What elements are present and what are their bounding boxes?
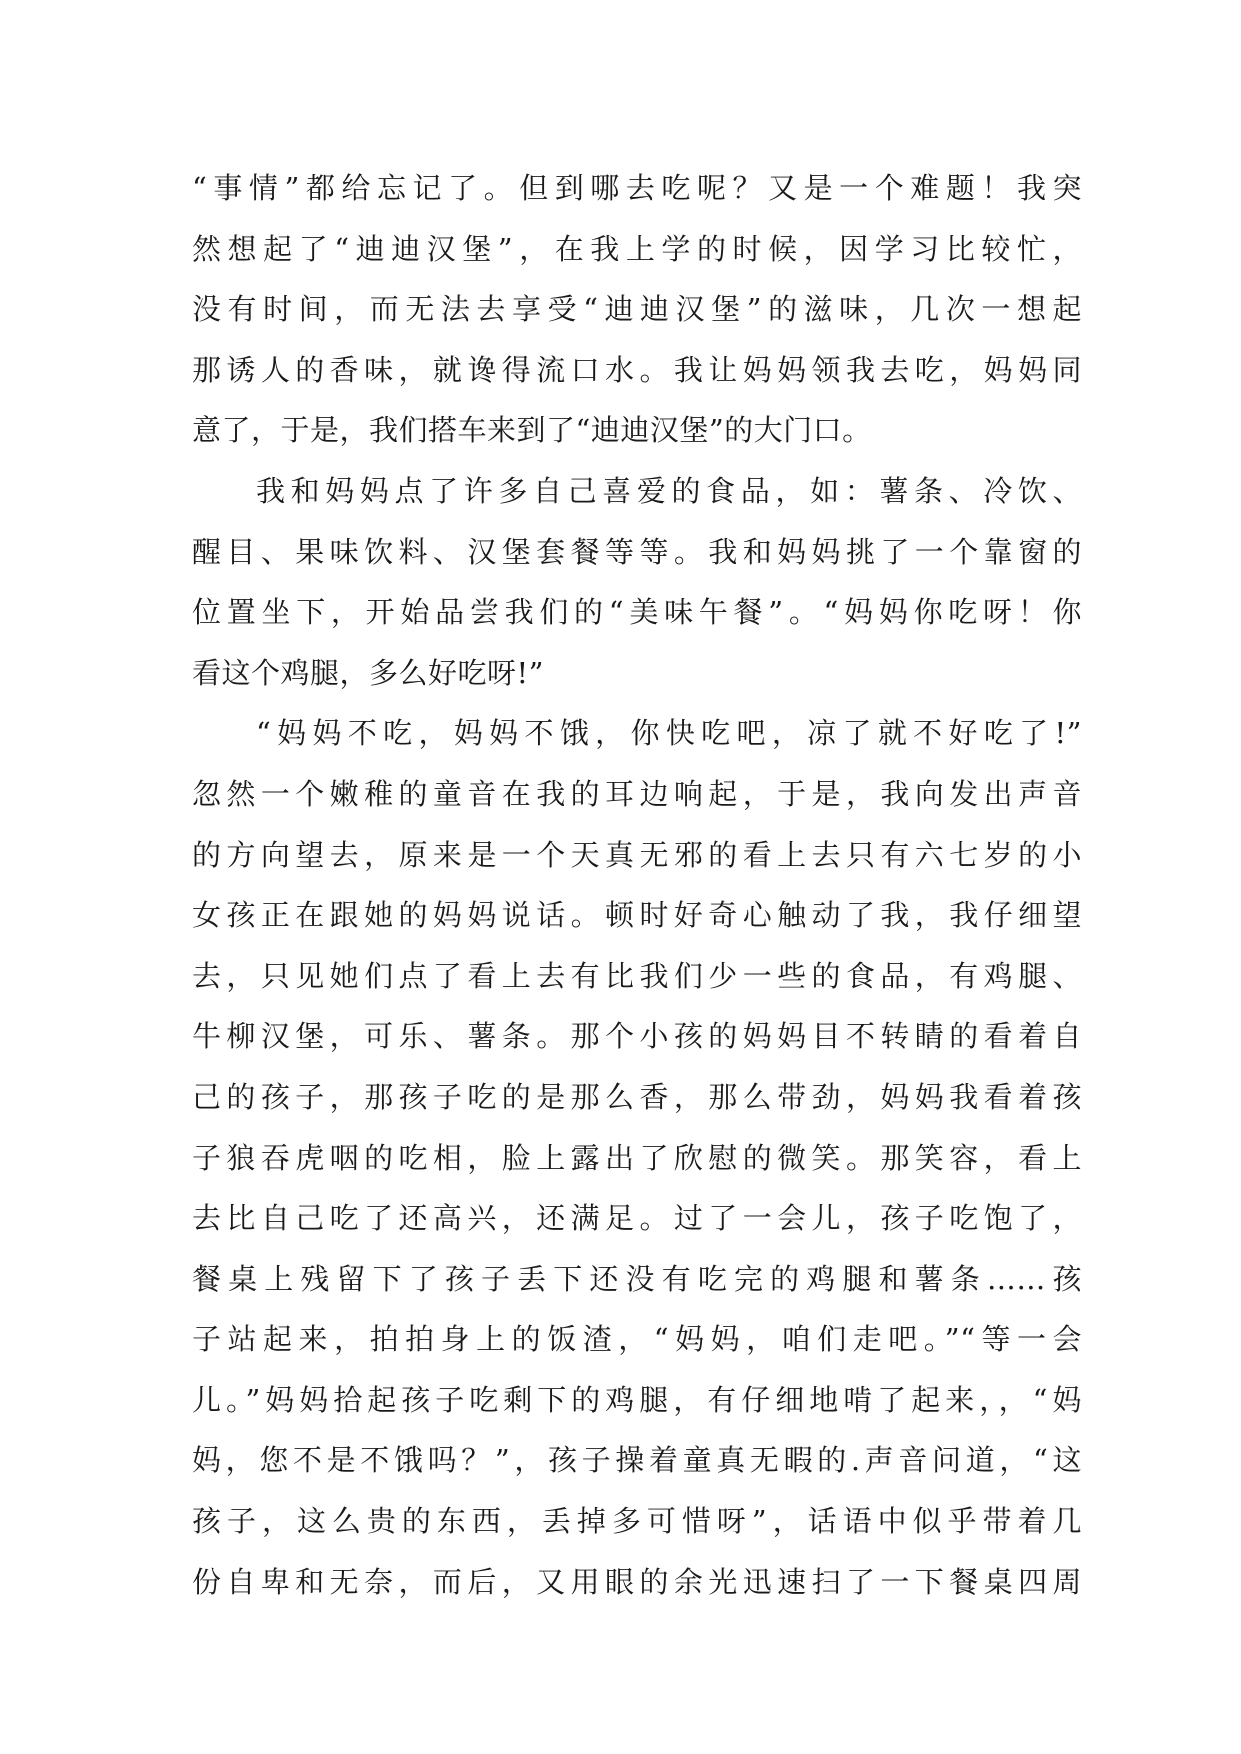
text-line: 位置坐下，开始品尝我们的“美味午餐”。“妈妈你吃呀！你 xyxy=(192,595,1082,630)
text-line: 然想起了“迪迪汉堡”，在我上学的时候，因学习比较忙， xyxy=(192,231,1082,266)
text-line: 忽然一个嫩稚的童音在我的耳边响起，于是，我向发出声音 xyxy=(192,776,1082,811)
text-line: 份自卑和无奈，而后，又用眼的余光迅速扫了一下餐桌四周 xyxy=(192,1564,1082,1599)
text-line: 子站起来，拍拍身上的饭渣，“妈妈，咱们走吧。”“等一会 xyxy=(192,1322,1082,1357)
text-line: 去，只见她们点了看上去有比我们少一些的食品，有鸡腿、 xyxy=(192,958,1082,993)
text-line: 女孩正在跟她的妈妈说话。顿时好奇心触动了我，我仔细望 xyxy=(192,898,1082,933)
text-line: “妈妈不吃，妈妈不饿，你快吃吧，凉了就不好吃了!” xyxy=(256,716,1082,751)
text-line: 那诱人的香味，就谗得流口水。我让妈妈领我去吃，妈妈同 xyxy=(192,352,1082,387)
body-text xyxy=(192,158,1082,1612)
text-line: 没有时间，而无法去享受“迪迪汉堡”的滋味，几次一想起 xyxy=(192,292,1082,327)
text-line: 己的孩子，那孩子吃的是那么香，那么带劲，妈妈我看着孩 xyxy=(192,1079,1082,1114)
text-line: 儿。”妈妈拾起孩子吃剩下的鸡腿，有仔细地啃了起来，，“妈 xyxy=(192,1382,1082,1417)
text-line: 餐桌上残留下了孩子丢下还没有吃完的鸡腿和薯条……孩 xyxy=(192,1261,1082,1296)
text-line: 牛柳汉堡，可乐、薯条。那个小孩的妈妈目不转睛的看着自 xyxy=(192,1019,1082,1054)
text-line: 醒目、果味饮料、汉堡套餐等等。我和妈妈挑了一个靠窗的 xyxy=(192,534,1082,569)
text-line: 去比自己吃了还高兴，还满足。过了一会儿，孩子吃饱了， xyxy=(192,1201,1082,1236)
text-line: 意了，于是，我们搭车来到了“迪迪汉堡”的大门口。 xyxy=(192,413,872,448)
text-line: 妈，您不是不饿吗？”，孩子操着童真无暇的.声音问道，“这 xyxy=(192,1443,1082,1478)
text-line: “事情”都给忘记了。但到哪去吃呢？又是一个难题！我突 xyxy=(192,171,1082,205)
text-line: 看这个鸡腿，多么好吃呀!” xyxy=(192,655,544,690)
text-line: 我和妈妈点了许多自己喜爱的食品，如：薯条、冷饮、 xyxy=(256,473,1082,508)
text-line: 的方向望去，原来是一个天真无邪的看上去只有六七岁的小 xyxy=(192,837,1082,872)
text-line: 子狼吞虎咽的吃相，脸上露出了欣慰的微笑。那笑容，看上 xyxy=(192,1140,1082,1175)
text-line: 孩子，这么贵的东西，丢掉多可惜呀”，话语中似乎带着几 xyxy=(192,1504,1082,1539)
